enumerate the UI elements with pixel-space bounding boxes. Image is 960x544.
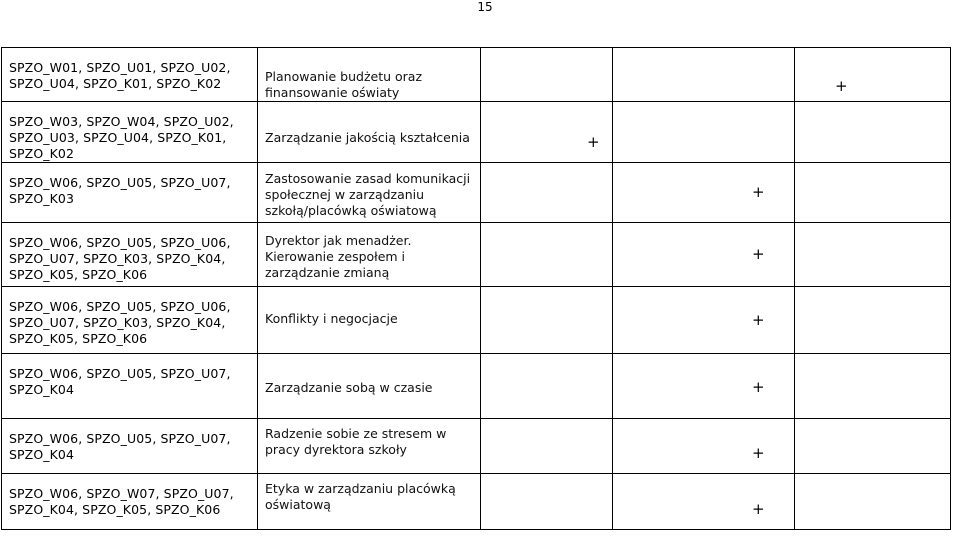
codes-line: SPZO_U04, SPZO_K01, SPZO_K02 — [9, 76, 222, 91]
mark-cell — [613, 287, 795, 354]
plus-mark: + — [835, 77, 848, 95]
effects-table — [1, 47, 951, 530]
codes-line: SPZO_U07, SPZO_K03, SPZO_K04, — [9, 315, 226, 330]
codes-line: SPZO_K03 — [9, 191, 75, 206]
plus-mark: + — [752, 245, 765, 263]
topic-line: Kierowanie zespołem i — [265, 249, 406, 264]
codes-line: SPZO_K04 — [9, 382, 75, 397]
codes-line: SPZO_U07, SPZO_K03, SPZO_K04, — [9, 251, 226, 266]
topic-line: finansowanie oświaty — [265, 85, 400, 100]
table-row — [2, 474, 951, 530]
learning-outcome-codes — [2, 474, 258, 530]
table-row — [2, 223, 951, 287]
mark-cell — [613, 223, 795, 287]
codes-line: SPZO_K02 — [9, 146, 75, 161]
mark-cell — [752, 223, 951, 287]
learning-outcome-codes — [2, 354, 258, 419]
table-row — [2, 48, 951, 102]
topic-line: oświatową — [265, 497, 331, 512]
mark-cell — [481, 287, 613, 354]
topic-line: Zarządzanie jakością kształcenia — [265, 130, 470, 145]
mark-cell — [613, 419, 795, 474]
mark-cell — [481, 163, 613, 223]
course-topic — [258, 223, 481, 287]
course-topic — [258, 354, 481, 419]
course-topic — [258, 163, 481, 223]
codes-line: SPZO_W06, SPZO_W07, SPZO_U07, — [9, 486, 234, 501]
table-row — [2, 163, 951, 223]
mark-cell — [752, 287, 951, 354]
codes-line: SPZO_K04 — [9, 447, 75, 462]
topic-line: Radzenie sobie ze stresem w — [265, 426, 447, 441]
course-topic — [258, 419, 481, 474]
table-row — [2, 287, 951, 354]
mark-cell — [481, 48, 613, 102]
codes-line: SPZO_U03, SPZO_U04, SPZO_K01, — [9, 130, 227, 145]
learning-outcome-codes — [2, 223, 258, 287]
course-topic — [258, 48, 481, 102]
mark-cell — [613, 474, 795, 530]
codes-line: SPZO_K04, SPZO_K05, SPZO_K06 — [9, 502, 221, 517]
codes-line: SPZO_K05, SPZO_K06 — [9, 267, 148, 282]
learning-outcome-codes — [2, 102, 258, 163]
course-topic — [258, 102, 481, 163]
plus-mark: + — [752, 500, 765, 518]
table-row — [2, 354, 951, 419]
codes-line: SPZO_W06, SPZO_U05, SPZO_U07, — [9, 366, 231, 381]
topic-line: Dyrektor jak menadżer. — [265, 233, 412, 248]
topic-line: pracy dyrektora szkoły — [265, 442, 407, 457]
topic-line: Etyka w zarządzaniu placówką — [265, 481, 456, 496]
mark-cell — [481, 223, 613, 287]
plus-mark: + — [752, 183, 765, 201]
mark-cell — [613, 354, 795, 419]
codes-line: SPZO_W06, SPZO_U05, SPZO_U06, — [9, 299, 231, 314]
codes-line: SPZO_K05, SPZO_K06 — [9, 331, 148, 346]
table-row — [2, 419, 951, 474]
topic-line: Planowanie budżetu oraz — [265, 69, 423, 84]
mark-cell — [752, 419, 951, 474]
learning-outcome-codes — [2, 419, 258, 474]
mark-cell — [613, 48, 795, 102]
topic-line: Konflikty i negocjacje — [265, 311, 398, 326]
mark-cell — [481, 354, 613, 419]
topic-line: szkołą/placówką oświatową — [265, 203, 437, 218]
mark-cell — [613, 163, 795, 223]
mark-cell — [795, 48, 951, 102]
mark-cell — [481, 474, 613, 530]
mark-cell — [795, 102, 951, 163]
mark-cell — [613, 102, 795, 163]
codes-line: SPZO_W03, SPZO_W04, SPZO_U02, — [9, 114, 234, 129]
mark-cell — [481, 419, 613, 474]
mark-cell — [481, 102, 613, 163]
topic-line: Zastosowanie zasad komunikacji — [265, 171, 471, 186]
mark-cell — [752, 354, 951, 419]
codes-line: SPZO_W06, SPZO_U05, SPZO_U07, — [9, 175, 231, 190]
course-topic — [258, 287, 481, 354]
page-number: 15 — [477, 0, 493, 14]
topic-line: społecznej w zarządzaniu — [265, 187, 425, 202]
course-topic — [258, 474, 481, 530]
topic-line: zarządzanie zmianą — [265, 265, 390, 280]
mark-cell — [752, 163, 951, 223]
learning-outcome-codes — [2, 163, 258, 223]
learning-outcome-codes — [2, 48, 258, 102]
codes-line: SPZO_W06, SPZO_U05, SPZO_U06, — [9, 235, 231, 250]
plus-mark: + — [752, 378, 765, 396]
topic-line: Zarządzanie sobą w czasie — [265, 380, 433, 395]
learning-outcome-codes — [2, 287, 258, 354]
table-row — [2, 102, 951, 163]
codes-line: SPZO_W01, SPZO_U01, SPZO_U02, — [9, 60, 231, 75]
plus-mark: + — [752, 311, 765, 329]
plus-mark: + — [587, 133, 600, 151]
mark-cell — [752, 474, 951, 530]
plus-mark: + — [752, 444, 765, 462]
codes-line: SPZO_W06, SPZO_U05, SPZO_U07, — [9, 431, 231, 446]
